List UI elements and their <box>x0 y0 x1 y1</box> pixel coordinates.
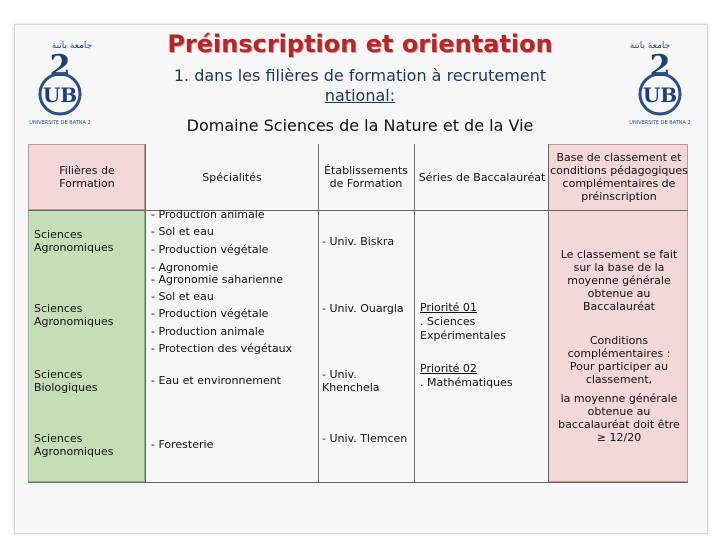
column-header-specialites: Spécialités <box>202 170 262 184</box>
classement-note: Le classement se fait sur la base de la moyenne générale obtenue au Baccalauréat <box>560 248 678 313</box>
serie-priority-1-value: . Sciences Expérimentales <box>420 315 506 342</box>
filiere-row-3: Sciences Biologiques <box>34 368 98 394</box>
serie-priority-1-label: Priorité 01 <box>420 301 477 314</box>
specialite-item: - Protection des végétaux <box>151 342 293 355</box>
specialite-item: - Eau et environnement <box>151 374 281 387</box>
specialite-item: - Sol et eau <box>151 225 214 238</box>
serie-priority-1 <box>420 301 540 343</box>
table-divider <box>414 144 415 482</box>
specialite-item: - Foresterie <box>151 438 214 451</box>
filiere-row-4: Sciences Agronomiques <box>34 432 114 458</box>
table-divider <box>28 210 688 211</box>
specialite-item: - Sol et eau <box>151 290 214 303</box>
page-subtitle <box>110 66 610 106</box>
specialite-item: - Production végétale <box>151 243 269 256</box>
filiere-row-2: Sciences Agronomiques <box>34 302 114 328</box>
subtitle-line-2: national: <box>324 86 396 105</box>
moyenne-condition: la moyenne générale obtenue au baccalauréat doit être ≥ 12/20 <box>558 392 680 444</box>
etablissement-row-4: - Univ. Tlemcen <box>322 432 408 445</box>
etablissement-row-2: - Univ. Ouargla <box>322 302 404 315</box>
specialite-item: - Agronomie <box>151 261 219 274</box>
logo-arabic-text: جامعة باتنة <box>51 41 93 51</box>
serie-priority-2 <box>420 362 540 390</box>
column-header-series: Séries de Baccalauréat <box>418 170 546 184</box>
specialite-item: - Production animale <box>151 208 265 221</box>
serie-priority-2-value: . Mathématiques <box>420 376 513 389</box>
specialite-item: - Production animale <box>151 325 265 338</box>
logo-number: 2 <box>649 49 671 84</box>
specialite-item: - Agronomie saharienne <box>151 273 283 286</box>
table-divider <box>145 144 146 482</box>
logo-letters: UB <box>642 83 678 107</box>
column-header-filieres: Filières de Formation <box>59 164 115 190</box>
column-header-conditions: Base de classement et conditions pédagogiques complémentaires de préinscription <box>550 151 688 203</box>
table-divider <box>548 144 549 482</box>
logo-caption: UNIVERSITE DE BATNA 2 <box>29 120 91 126</box>
conditions-title: Conditions complémentaires : <box>567 334 671 360</box>
logo-arabic-text: جامعة باتنة <box>629 41 671 51</box>
conditions-text: Pour participer au classement, <box>569 360 669 386</box>
filiere-row-1: Sciences Agronomiques <box>34 228 114 254</box>
subtitle-line-1: 1. dans les filières de formation à recrutement <box>173 66 547 85</box>
domain-title: Domaine Sciences de la Nature et de la Vie <box>186 116 534 135</box>
specialite-item: - Production végétale <box>151 307 269 320</box>
logo-number: 2 <box>49 49 71 84</box>
etablissement-row-1: - Univ. Biskra <box>322 235 395 248</box>
etablissement-row-3: - Univ. Khenchela <box>322 368 380 394</box>
logo-caption: UNIVERSITE DE BATNA 2 <box>629 120 691 126</box>
table-divider <box>28 482 688 483</box>
serie-priority-2-label: Priorité 02 <box>420 362 477 375</box>
column-header-etablissements: Établissements de Formation <box>324 164 408 190</box>
page-title: Préinscription et orientation <box>167 30 553 58</box>
logo-letters: UB <box>42 83 78 107</box>
